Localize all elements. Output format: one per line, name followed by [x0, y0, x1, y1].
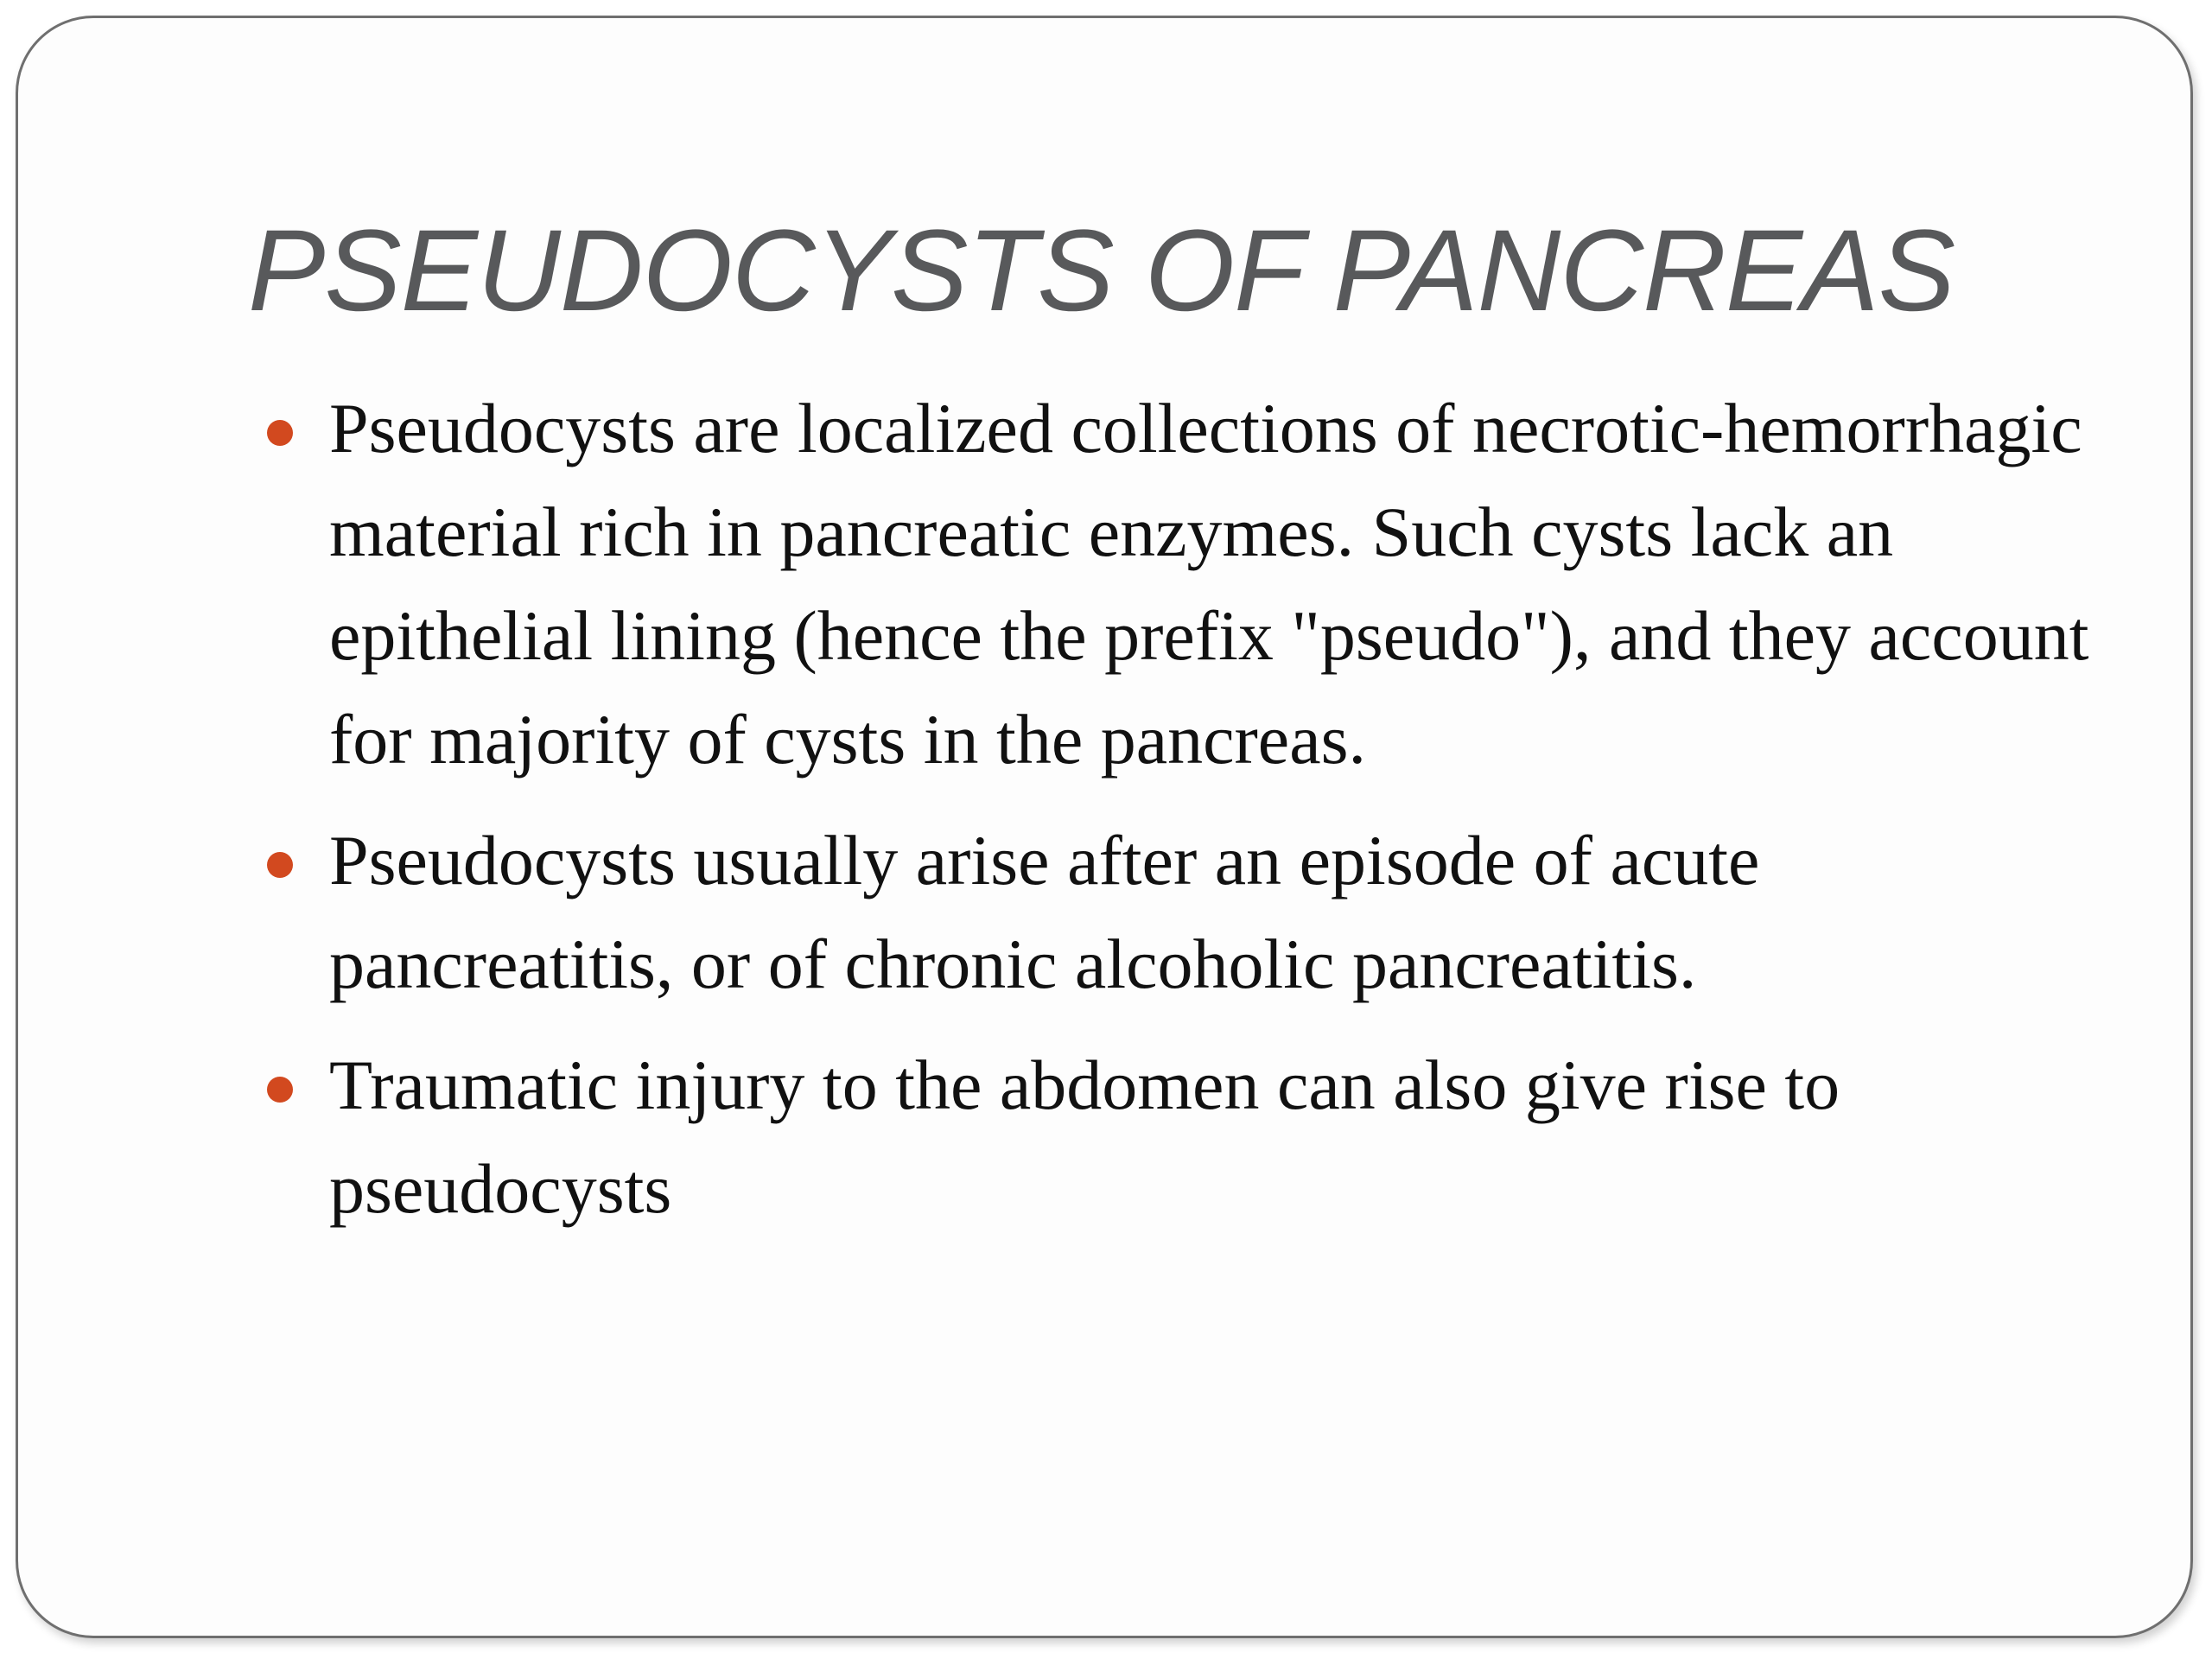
slide-title: PSEUDOCYSTS OF PANCREAS — [248, 207, 1955, 335]
bullet-dot-icon — [267, 420, 293, 446]
bullet-text: Pseudocysts usually arise after an episode of acute pancreatitis, or of chronic alcoholic pancreatitis. — [329, 821, 1760, 1003]
slide-frame — [16, 16, 2193, 1638]
bullet-text: Pseudocysts are localized collections of necrotic-hemorrhagic material rich in pancreatic enzymes. Such cysts lack an epithelial lining (hence the prefix "pseudo"), and they account for majority of cysts in the pancreas. — [329, 389, 2089, 779]
bullet-dot-icon — [267, 1077, 293, 1103]
bullet-item — [243, 1033, 2092, 1241]
bullet-list — [243, 377, 2092, 1258]
bullet-dot-icon — [267, 852, 293, 878]
bullet-item — [243, 809, 2092, 1016]
bullet-item — [243, 377, 2092, 791]
bullet-text: Traumatic injury to the abdomen can also give rise to pseudocysts — [329, 1046, 1840, 1228]
